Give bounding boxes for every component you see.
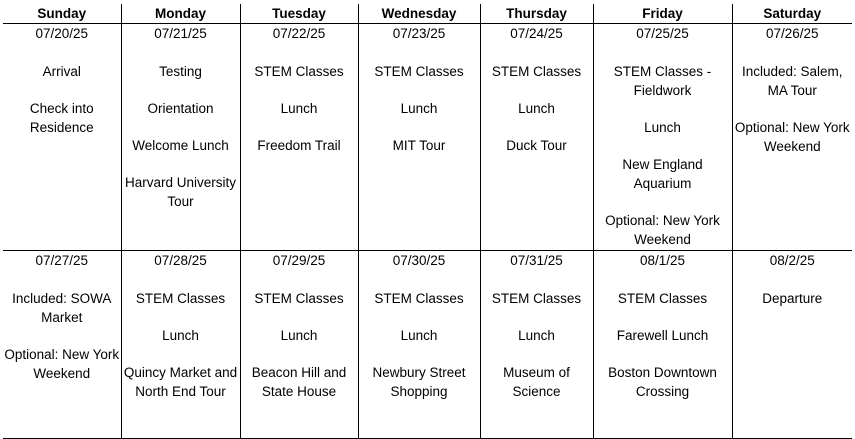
- day-date: 07/31/25: [510, 253, 563, 268]
- day-cell-content: [481, 251, 593, 401]
- day-cell-sunday: [3, 251, 121, 439]
- day-event: Lunch: [162, 328, 199, 343]
- weekday-header-sunday: Sunday: [3, 4, 121, 24]
- day-cell-sunday: [3, 24, 121, 251]
- day-event: Lunch: [280, 101, 318, 116]
- day-date: 07/26/25: [765, 26, 819, 41]
- day-cell-content: [733, 24, 853, 156]
- schedule-calendar: [3, 4, 852, 439]
- day-event: STEM Classes: [135, 291, 226, 306]
- day-cell-content: [594, 251, 732, 401]
- day-date: 07/28/25: [154, 253, 207, 268]
- day-event: Testing: [159, 64, 202, 79]
- day-event: STEM Classes: [617, 291, 708, 306]
- day-event: STEM Classes: [491, 291, 582, 306]
- day-date: 07/23/25: [392, 26, 446, 41]
- day-date: 07/27/25: [35, 253, 89, 268]
- day-event: Museum of Science: [503, 365, 570, 399]
- weekday-header-row: [3, 4, 852, 24]
- day-cell-tuesday: [240, 24, 358, 251]
- day-cell-tuesday: [240, 251, 358, 439]
- day-date: 07/25/25: [636, 26, 689, 41]
- day-cell-content: [594, 24, 732, 249]
- week-row-1: [3, 24, 852, 251]
- day-date: 07/29/25: [272, 253, 326, 268]
- day-date: 07/22/25: [272, 26, 326, 41]
- day-event: Lunch: [400, 328, 438, 343]
- day-event: Welcome Lunch: [132, 138, 229, 153]
- day-event: New England Aquarium: [622, 157, 703, 191]
- day-event: Optional: New York Weekend: [605, 213, 720, 247]
- day-event: MIT Tour: [392, 138, 446, 153]
- day-event: Orientation: [147, 101, 214, 116]
- day-cell-monday: [121, 24, 240, 251]
- day-cell-content: [3, 251, 121, 383]
- day-event: STEM Classes: [491, 64, 582, 79]
- day-event: Harvard University Tour: [124, 175, 237, 209]
- day-cell-content: [3, 24, 121, 137]
- day-cell-content: [733, 251, 853, 308]
- weekday-header-friday: Friday: [593, 4, 732, 24]
- day-event: Quincy Market and North End Tour: [123, 365, 238, 399]
- day-cell-content: [241, 251, 358, 401]
- day-event: Freedom Trail: [257, 138, 341, 153]
- day-date: 08/2/25: [769, 253, 815, 268]
- day-event: Optional: New York Weekend: [734, 120, 850, 154]
- day-event: Farewell Lunch: [616, 328, 709, 343]
- day-cell-content: [122, 24, 240, 211]
- weekday-header-monday: Monday: [121, 4, 240, 24]
- day-event: Arrival: [42, 64, 81, 79]
- day-date: 07/24/25: [510, 26, 563, 41]
- day-cell-thursday: [480, 24, 593, 251]
- day-event: Newbury Street Shopping: [372, 365, 466, 399]
- weekday-header-saturday: Saturday: [732, 4, 852, 24]
- day-event: Duck Tour: [506, 138, 567, 153]
- weekday-header-wednesday: Wednesday: [358, 4, 480, 24]
- day-cell-content: [122, 251, 240, 401]
- day-event: Lunch: [400, 101, 438, 116]
- day-event: STEM Classes - Fieldwork: [613, 64, 712, 98]
- day-date: 07/20/25: [35, 26, 89, 41]
- day-cell-content: [241, 24, 358, 155]
- day-cell-wednesday: [358, 24, 480, 251]
- day-cell-content: [481, 24, 593, 155]
- day-event: Lunch: [644, 120, 681, 135]
- day-cell-thursday: [480, 251, 593, 439]
- day-event: Included: SOWA Market: [12, 291, 112, 325]
- day-cell-saturday: [732, 251, 852, 439]
- day-event: Optional: New York Weekend: [4, 347, 120, 381]
- day-event: Lunch: [518, 328, 555, 343]
- day-event: STEM Classes: [374, 291, 464, 306]
- day-date: 08/1/25: [639, 253, 686, 268]
- day-event: Departure: [762, 291, 823, 306]
- day-event: Boston Downtown Crossing: [608, 365, 717, 399]
- week-row-2: [3, 251, 852, 439]
- weekday-header-tuesday: Tuesday: [240, 4, 358, 24]
- day-cell-saturday: [732, 24, 852, 251]
- day-cell-friday: [593, 251, 732, 439]
- day-event: STEM Classes: [254, 64, 344, 79]
- day-event: Check into Residence: [29, 101, 94, 135]
- day-cell-friday: [593, 24, 732, 251]
- day-date: 07/21/25: [154, 26, 207, 41]
- day-event: STEM Classes: [374, 64, 464, 79]
- day-event: Lunch: [518, 101, 555, 116]
- day-date: 07/30/25: [392, 253, 446, 268]
- day-cell-wednesday: [358, 251, 480, 439]
- day-event: Lunch: [280, 328, 318, 343]
- day-cell-monday: [121, 251, 240, 439]
- day-event: STEM Classes: [254, 291, 344, 306]
- day-cell-content: [359, 24, 480, 155]
- day-event: Beacon Hill and State House: [251, 365, 347, 399]
- day-cell-content: [359, 251, 480, 401]
- weekday-header-thursday: Thursday: [480, 4, 593, 24]
- day-event: Included: Salem, MA Tour: [741, 64, 843, 98]
